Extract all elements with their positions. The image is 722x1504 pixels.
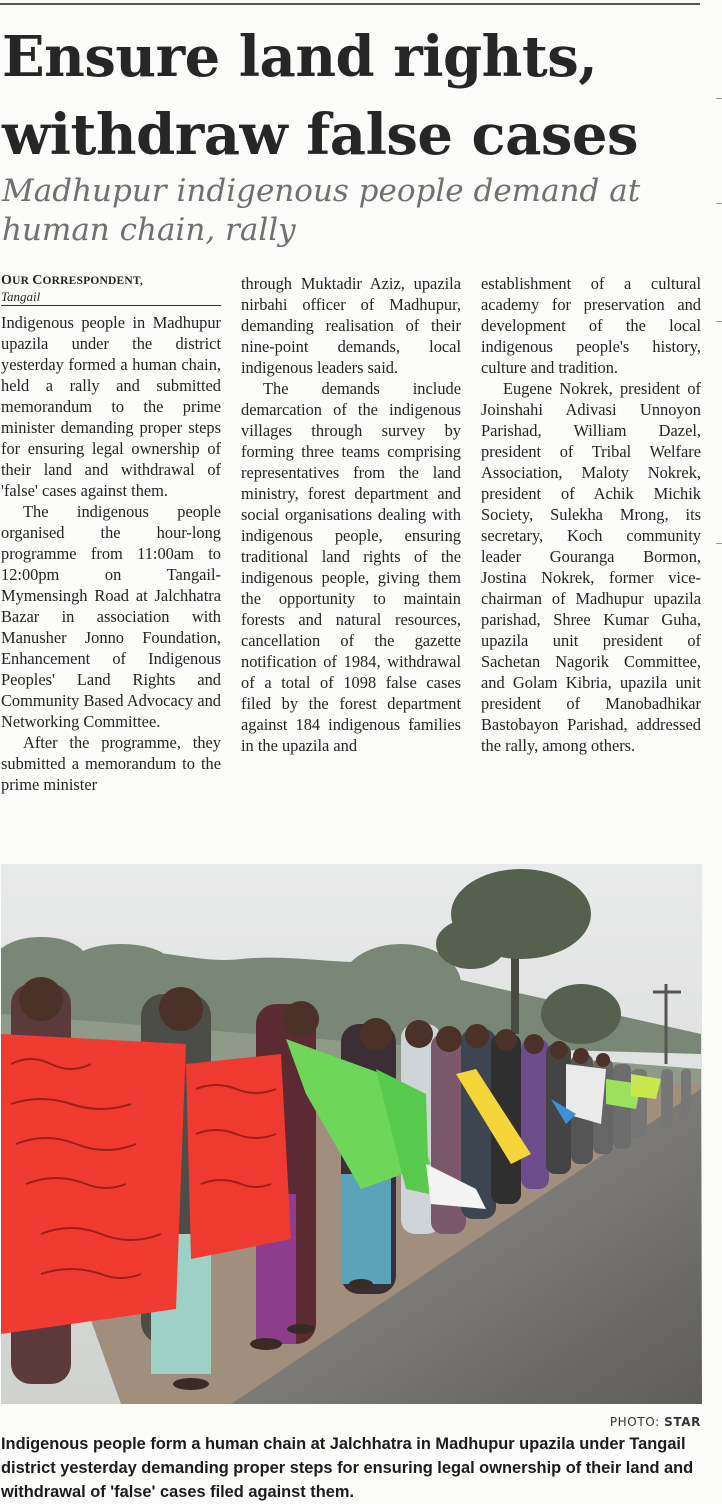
paragraph: The indigenous people organised the hour-long programme from 11:00am to 12:00pm on Tangail-Mymensingh Road at Jalchhatra Bazar in association with Manusher Jonno Foundation, Enhancement of Indigenous Peoples' Land Rights and Community Based Advocacy and Networking Committee.: [1, 502, 221, 731]
paragraph-continued: through Muktadir Aziz, upazila nirbahi officer of Madhupur, demanding realisation of their nine-point demands, local indigenous leaders said.: [241, 274, 461, 377]
byline: OUR CORRESPONDENT,: [1, 273, 143, 288]
byline-divider: [1, 305, 221, 306]
photo-caption: Indigenous people form a human chain at Jalchhatra in Madhupur upazila under Tangail district yesterday demanding proper steps for ensuring legal ownership of their land and withdrawal of 'false' cases filed against them.: [1, 1435, 694, 1501]
human-chain-illustration: [1, 864, 702, 1404]
paragraph: Eugene Nokrek, president of Joinshahi Adivasi Unnoyon Parishad, William Dazel, president of Tribal Welfare Association, Maloty Nokrek, president of Achik Michik Society, Sulekha Mrong, its secretary, Koch community leader Gouranga Bormon, Jostina Nokrek, former vice-chairman of Madhupur upazila parishad, Shree Kumar Guha, upazila unit president of Sachetan Nagorik Committee, and Golam Kibria, upazila unit president of Manobadhikar Bastobayon Parishad, addressed the rally, among others.: [481, 379, 701, 755]
byline-location: Tangail: [1, 289, 41, 304]
column-1: [1, 273, 221, 795]
subheadline: Madhupur indigenous people demand at human chain, rally: [2, 173, 641, 248]
top-rule: [0, 3, 700, 5]
column-2: [241, 273, 461, 756]
paragraph: The demands include demarcation of the indigenous villages through survey by forming three teams comprising representatives from the land ministry, forest department and social organisations dealing with indigenous people, ensuring traditional land rights of the indigenous people, giving them the opportunity to maintain forests and natural resources, cancellation of the gazette notification of 1984, withdrawal of a total of 1098 false cases filed by the forest department against 184 indigenous families in the upazila and: [241, 379, 461, 755]
photo-credit: PHOTO: STAR: [609, 1415, 701, 1429]
paragraph: After the programme, they submitted a memorandum to the prime minister: [1, 733, 221, 794]
headline: Ensure land rights, withdraw false cases: [2, 24, 639, 168]
news-photo: [1, 864, 702, 1404]
column-3: [481, 273, 701, 756]
paragraph: Indigenous people in Madhupur upazila under the district yesterday formed a human chain, held a rally and submitted memorandum to the prime minister demanding proper steps for ensuring legal ownership of their land and withdrawal of 'false' cases against them.: [1, 313, 221, 500]
paragraph-continued: establishment of a cultural academy for preservation and development of the local indigenous people's history, culture and tradition.: [481, 274, 701, 377]
page-edge-marks: [714, 0, 722, 860]
